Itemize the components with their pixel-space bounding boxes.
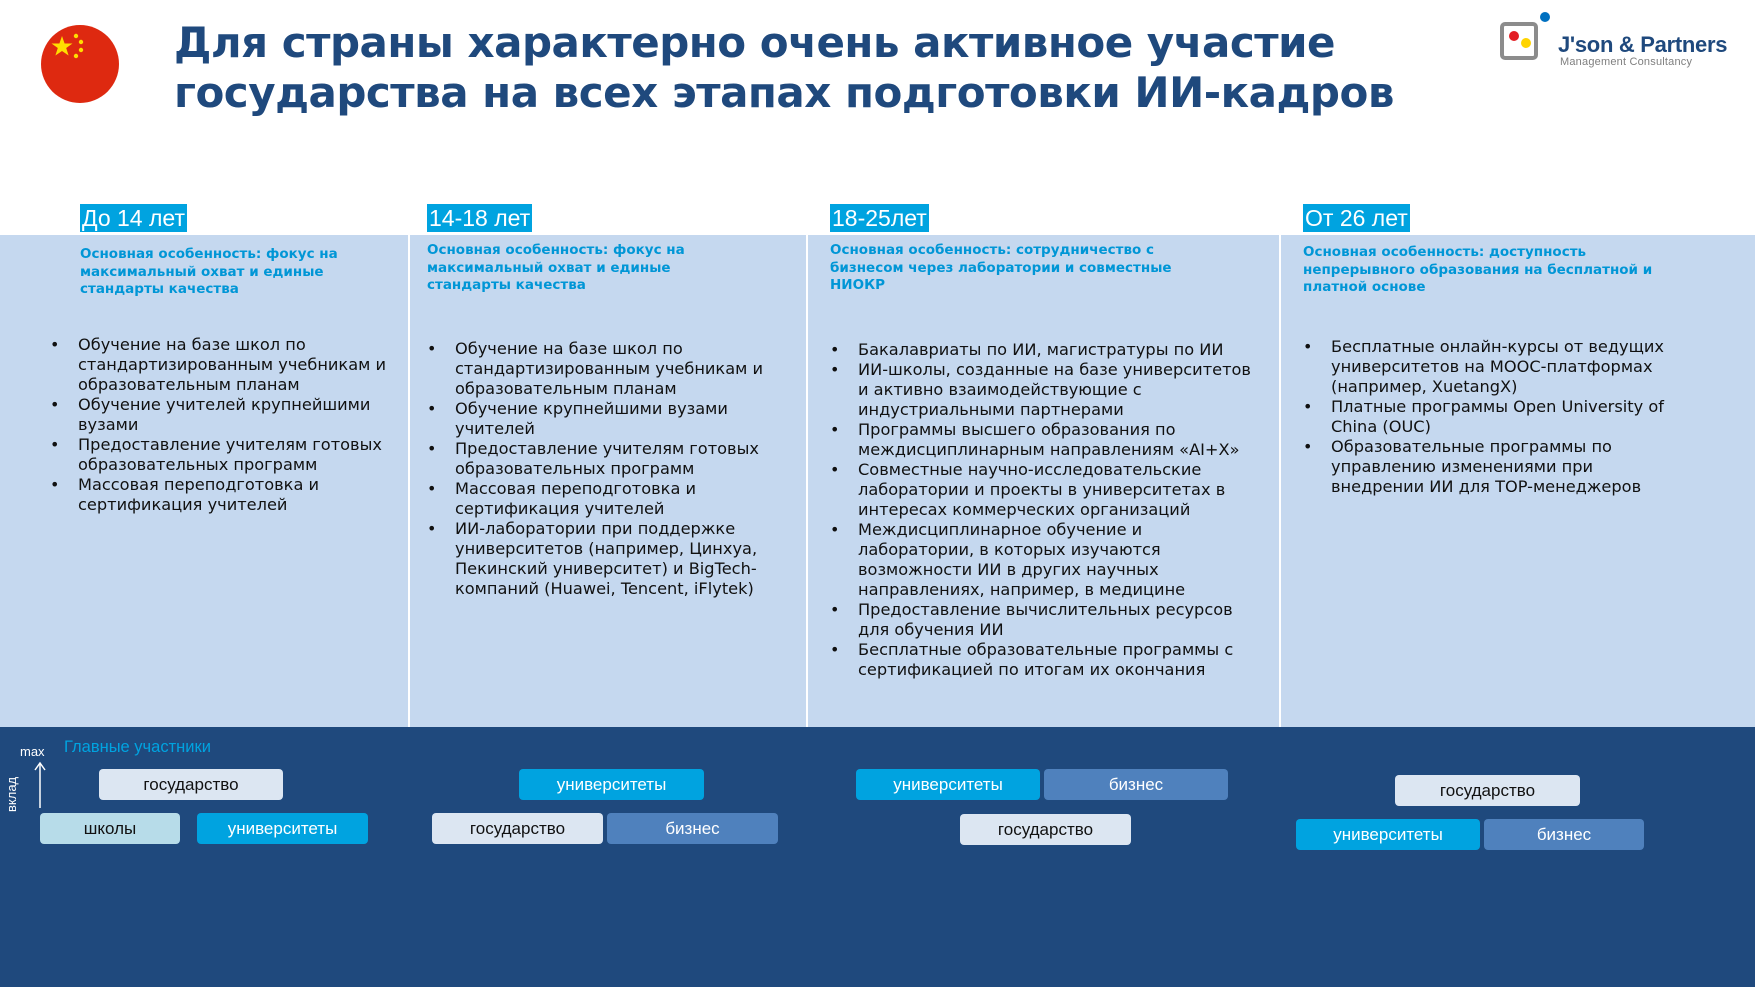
list-item: • Предоставление учителям готовых образовательных программ	[50, 435, 390, 475]
axis-max-label: max	[20, 744, 45, 759]
list-item: • ИИ-лаборатории при поддержке университетов (например, Цинхуа, Пекинский университет) и BigTech-компаний (Huawei, Tencent, iFlytek)	[427, 519, 782, 599]
list-item: • Предоставление вычислительных ресурсов для обучения ИИ	[830, 600, 1255, 640]
list-item: • Обучение крупнейшими вузами учителей	[427, 399, 782, 439]
list-item: • Обучение учителей крупнейшими вузами	[50, 395, 390, 435]
age-label: От 26 лет	[1305, 205, 1408, 231]
participant-tag-schools: школы	[40, 813, 180, 844]
logo-subtitle: Management Consultancy	[1560, 56, 1693, 68]
age-label: 18-25лет	[832, 205, 927, 231]
column-items	[50, 335, 390, 515]
participant-tag-state: государство	[960, 814, 1131, 845]
list-item: • Бесплатные онлайн-курсы от ведущих университетов на MOOC-платформах (например, XuetangX)	[1303, 337, 1673, 397]
page-title	[174, 18, 1474, 118]
column-age-under-14	[80, 204, 187, 232]
age-label: 14-18 лет	[429, 205, 531, 231]
participant-tag-state: государство	[1395, 775, 1580, 806]
column-divider	[408, 235, 410, 727]
column-age-over-26	[1303, 204, 1410, 232]
up-arrow-icon	[30, 760, 50, 810]
column-items	[427, 339, 782, 599]
list-item: • Предоставление учителям готовых образовательных программ	[427, 439, 782, 479]
title-line-1: Для страны характерно очень активное участие	[174, 18, 1336, 67]
column-feature: Основная особенность: фокус на максимальный охват и единые стандарты качества	[427, 242, 685, 293]
company-logo	[1500, 10, 1728, 70]
list-item: • Обучение на базе школ по стандартизированным учебникам и образовательным планам	[50, 335, 390, 395]
column-items	[1303, 337, 1673, 497]
participant-tag-state: государство	[432, 813, 603, 844]
participant-tag-business: бизнес	[1044, 769, 1228, 800]
list-item: • Программы высшего образования по междисциплинарным направлениям «AI+X»	[830, 420, 1255, 460]
logo-mark-icon	[1500, 10, 1562, 66]
title-line-2: государства на всех этапах подготовки ИИ-кадров	[174, 68, 1394, 117]
list-item: • Платные программы Open University of China (OUC)	[1303, 397, 1673, 437]
list-item: • Образовательные программы по управлению изменениями при внедрении ИИ для TOP-менеджеров	[1303, 437, 1673, 497]
list-item: • Обучение на базе школ по стандартизированным учебникам и образовательным планам	[427, 339, 782, 399]
list-item: • Массовая переподготовка и сертификация учителей	[50, 475, 390, 515]
column-feature: Основная особенность: сотрудничество с бизнесом через лаборатории и совместные НИОКР	[830, 242, 1172, 293]
list-item: • Бакалавриаты по ИИ, магистратуры по ИИ	[830, 340, 1255, 360]
column-feature: Основная особенность: доступность непрерывного образования на бесплатной и платной основе	[1303, 244, 1653, 295]
participant-tag-universities: университеты	[519, 769, 704, 800]
column-divider	[1279, 235, 1281, 727]
column-age-18-25	[830, 204, 929, 232]
column-feature: Основная особенность: фокус на максимальный охват и единые стандарты качества	[80, 246, 338, 297]
list-item: • Массовая переподготовка и сертификация учителей	[427, 479, 782, 519]
participant-tag-business: бизнес	[607, 813, 778, 844]
list-item: • Бесплатные образовательные программы с сертификацией по итогам их окончания	[830, 640, 1255, 680]
participants-title: Главные участники	[64, 738, 211, 756]
column-divider	[806, 235, 808, 727]
list-item: • Совместные научно-исследовательские лаборатории и проекты в университетах в интересах коммерческих организаций	[830, 460, 1255, 520]
age-label: До 14 лет	[82, 205, 185, 231]
list-item: • ИИ-школы, созданные на базе университетов и активно взаимодействующие с индустриальными партнерами	[830, 360, 1255, 420]
logo-brand: J'son & Partners	[1558, 32, 1728, 57]
china-flag-icon	[40, 24, 120, 104]
participants-band	[0, 727, 1755, 987]
participant-tag-state: государство	[99, 769, 283, 800]
column-items	[830, 340, 1255, 680]
participant-tag-universities: университеты	[856, 769, 1040, 800]
participant-tag-universities: университеты	[197, 813, 368, 844]
column-age-14-18	[427, 204, 532, 232]
participant-tag-universities: университеты	[1296, 819, 1480, 850]
participant-tag-business: бизнес	[1484, 819, 1644, 850]
list-item: • Междисциплинарное обучение и лаборатории, в которых изучаются возможности ИИ в других научных направлениях, например, в медицине	[830, 520, 1255, 600]
axis-contribution-label: вклад	[4, 776, 19, 812]
